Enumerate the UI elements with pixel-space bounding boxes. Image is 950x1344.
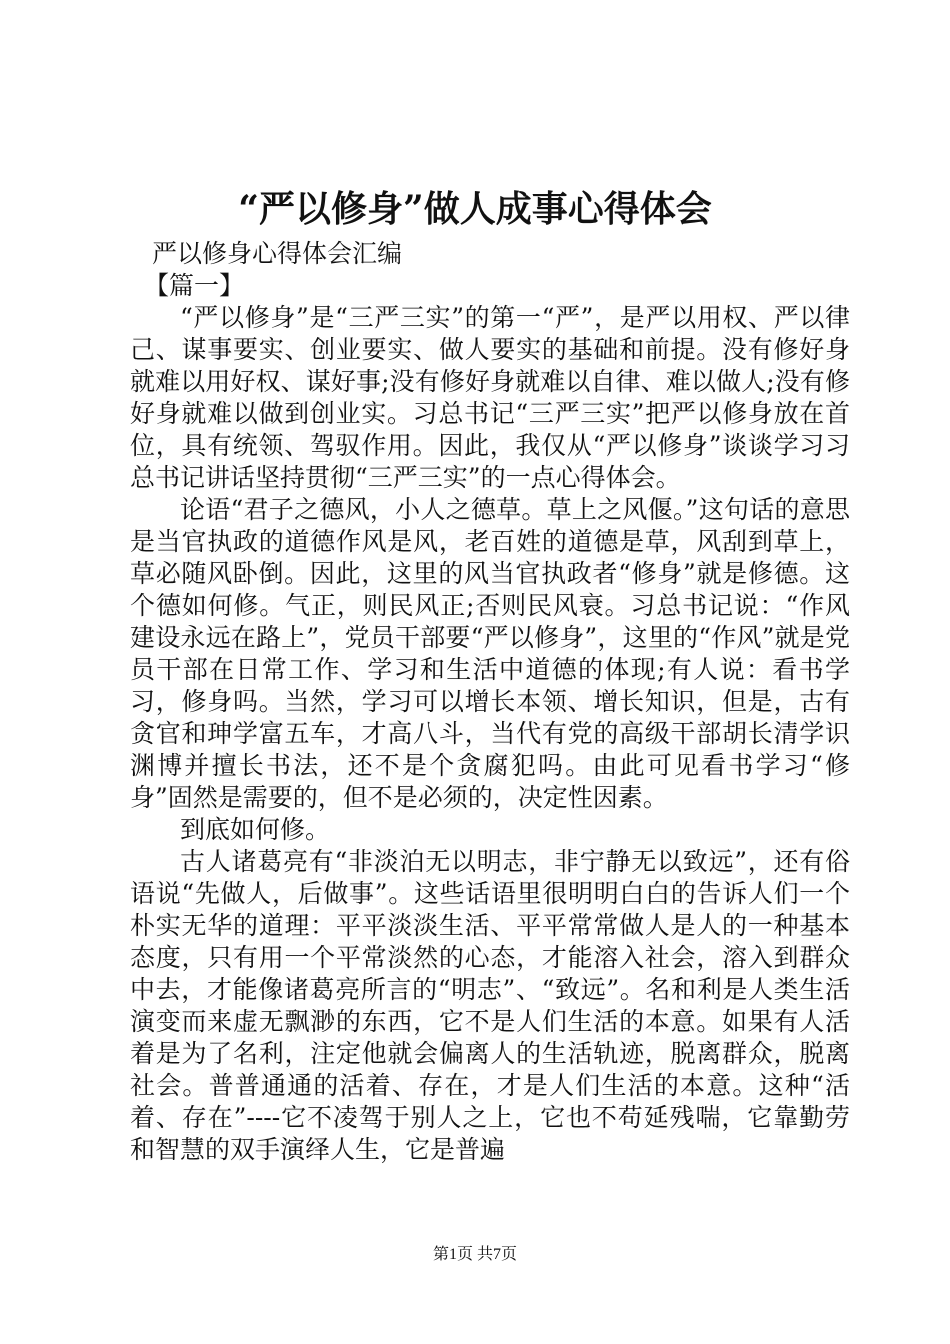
paragraph: 到底如何修。 bbox=[180, 815, 331, 844]
paragraph: 古人诸葛亮有“非淡泊无以明志，非宁静无以致远”，还有俗语说“先做人，后做事”。这些话语里很明明白白的告诉人们一个朴实无华的道理：平平淡淡生活、平平常常做人是人的一种基本态度，只有用一个平常淡然的心态，才能溶入社会，溶入到群众中去，才能像诸葛亮所言的“明志”、“致远”。名和利是人类生活演变而来虚无飘渺的东西，它不是人们生活的本意。如果有人活着是为了名利，注定他就会偏离人的生活轨迹，脱离群众，脱离社会。普普通通的活着、存在，才是人们生活的本意。这种“活着、存在”----它不凌驾于别人之上，它也不苟延残喘，它靠勤劳和智慧的双手演绎人生，它是普遍 bbox=[130, 847, 850, 1164]
document-subtitle: 严以修身心得体会汇编 bbox=[152, 239, 403, 268]
paragraph: “严以修身”是“三严三实”的第一“严”，是严以用权、严以律己、谋事要实、创业要实、做人要实的基础和前提。没有修好身就难以用好权、谋好事;没有修好身就难以自律、难以做人;没有修好身就难以做到创业实。习总书记“三严三实”把严以修身放在首位，具有统领、驾驭作用。因此，我仅从“严以修身”谈谈学习习总书记讲话坚持贯彻“三严三实”的一点心得体会。 bbox=[130, 303, 850, 492]
document-body bbox=[130, 238, 850, 1166]
page-footer: 第1页 共7页 bbox=[432, 1246, 517, 1263]
document-title: “严以修身”做人成事心得体会 bbox=[238, 188, 712, 230]
section-label: 【篇一】 bbox=[144, 271, 245, 300]
paragraph: 论语“君子之德风，小人之德草。草上之风偃。”这句话的意思是当官执政的道德作风是风，老百姓的道德是草，风刮到草上，草必随风卧倒。因此，这里的风当官执政者“修身”就是修德。这个德如何修。气正，则民风正;否则民风衰。习总书记说：“作风建设永远在路上”，党员干部要“严以修身”，这里的“作风”就是党员干部在日常工作、学习和生活中道德的体现;有人说：看书学习，修身吗。当然，学习可以增长本领、增长知识，但是，古有贪官和珅学富五车，才高八斗，当代有党的高级干部胡长清学识渊博并擅长书法，还不是个贪腐犯吗。由此可见看书学习“修身”固然是需要的，但不是必须的，决定性因素。 bbox=[130, 495, 850, 812]
